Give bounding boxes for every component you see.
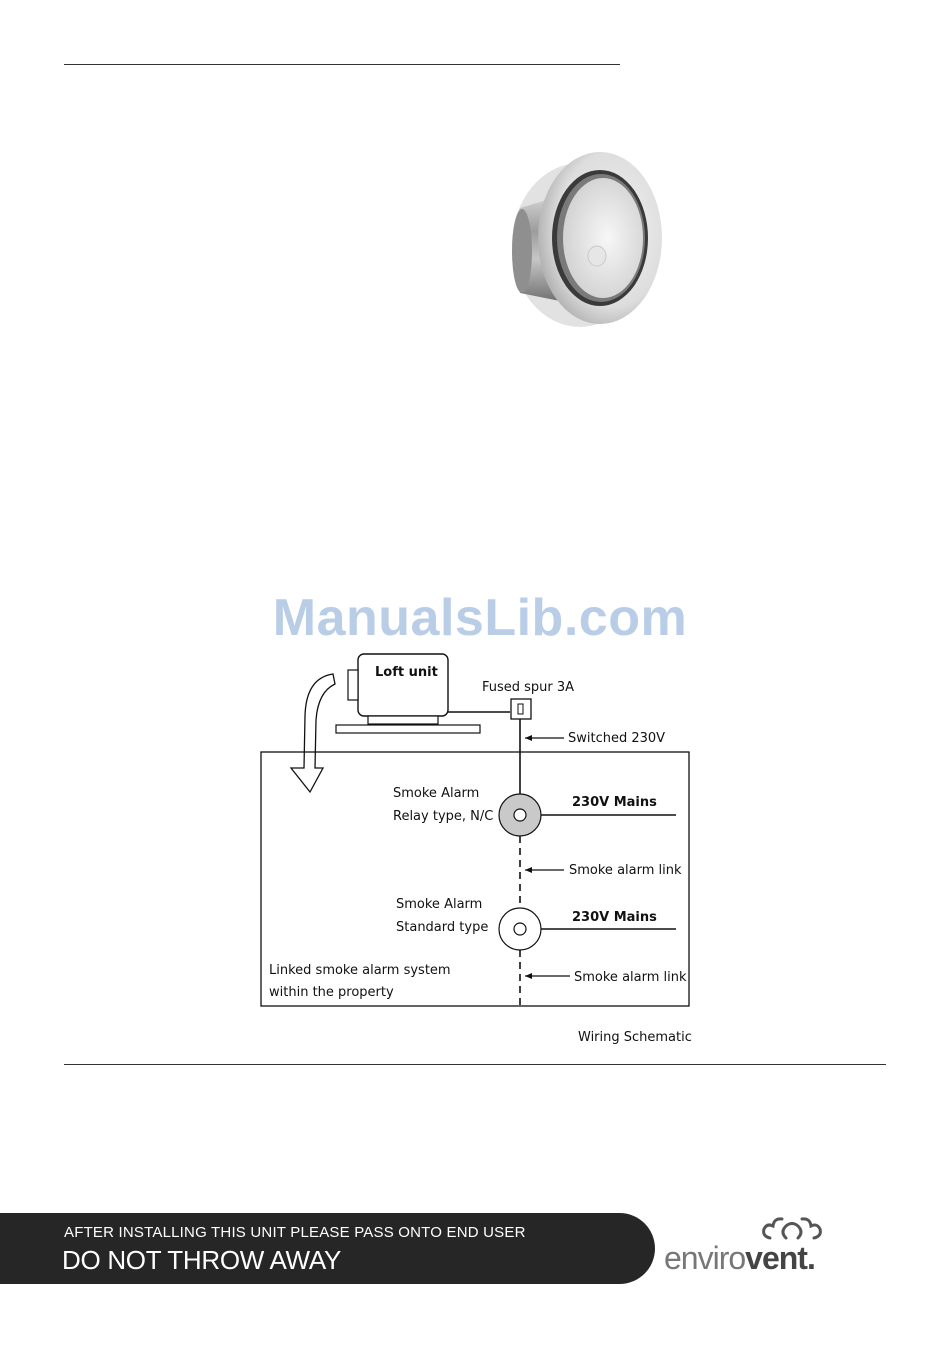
bottom-divider — [64, 1064, 886, 1065]
curved-arrow-icon — [291, 674, 335, 792]
alarm1-title: Smoke Alarm — [393, 786, 480, 801]
top-divider — [64, 64, 620, 65]
linked-system-line2: within the property — [269, 985, 394, 1000]
footer-notice: AFTER INSTALLING THIS UNIT PLEASE PASS ONTO END USER — [64, 1224, 526, 1241]
linked-system-line1: Linked smoke alarm system — [269, 963, 451, 978]
wiring-schematic — [250, 650, 700, 1020]
link1-label: Smoke alarm link — [569, 863, 682, 878]
alarm1-type: Relay type, N/C — [393, 809, 494, 824]
footer-warning: DO NOT THROW AWAY — [62, 1245, 341, 1275]
link2-label: Smoke alarm link — [574, 970, 687, 985]
loft-unit-label: Loft unit — [375, 665, 438, 680]
schematic-caption: Wiring Schematic — [578, 1030, 692, 1045]
manualslib-watermark: ManualsLib.com — [272, 589, 688, 647]
fused-spur-label: Fused spur 3A — [482, 680, 575, 695]
mains2-label: 230V Mains — [572, 910, 657, 925]
alarm2-type: Standard type — [396, 920, 489, 935]
ceiling-vent-photo — [500, 143, 665, 333]
envirovent-logo — [664, 1212, 834, 1286]
mains1-label: 230V Mains — [572, 795, 657, 810]
brand-wordmark: envirovent. — [664, 1240, 815, 1276]
switched-230v-label: Switched 230V — [568, 731, 666, 746]
alarm2-title: Smoke Alarm — [396, 897, 483, 912]
